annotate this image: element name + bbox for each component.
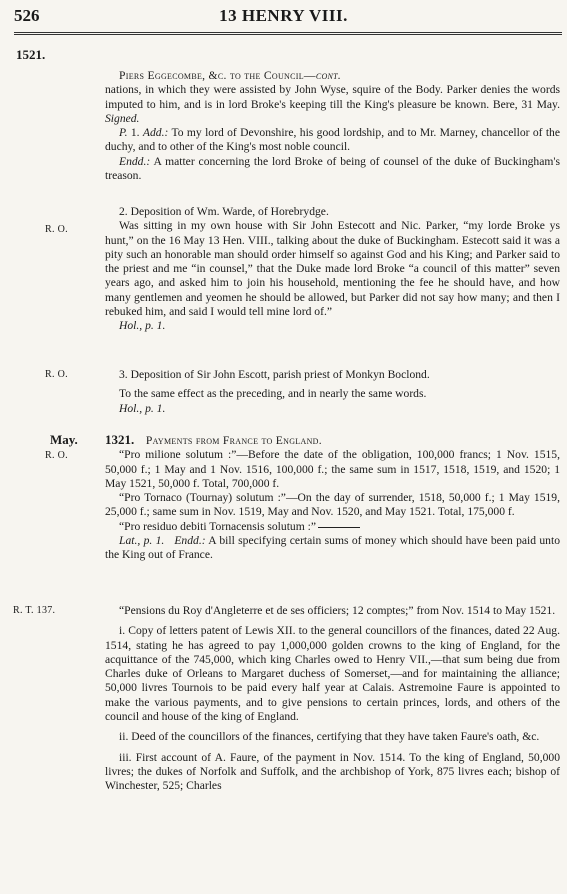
entry-title [105, 69, 560, 83]
payment-quote: “Pro milione solutum :” [119, 448, 237, 462]
running-title: 13 HENRY VIII. [219, 6, 348, 25]
deposition-body: Was sitting in my own house with Sir John Estecott and Nic. Parker, “my lorde Broke ys hunt,” on the 16 May 13 Hen. VIII., talking about the duke of Buckingham. Estecott said it was a pity such an honorable man should order himself so against God and his King; and Parker said to the priest and me “in counsel,” that the Duke made lord Broke “a council of this matter” seven years ago, and asked him to join his household, mentioning the fee he should have, and how many gentlemen and yeomen he should be allowed, but Parker did not say how many; and then I rebuked him, and said I would tell mine lord of.” [105, 219, 560, 319]
endorsement [105, 534, 560, 563]
entry-number: 1321. [105, 432, 135, 447]
lat-note: Lat., p. 1. [119, 534, 165, 548]
entry-title: Payments from France to England. [145, 434, 322, 447]
deposition-heading: 3. Deposition of Sir John Escott, parish priest of Monkyn Boclond. [119, 368, 430, 381]
hol-note: Hol., p. 1. [119, 319, 166, 333]
side-year: 1521. [16, 47, 46, 62]
entry-escott-deposition [105, 368, 560, 416]
item-i: i. Copy of letters patent of Lewis XII. to the general councillors of the finances, dated 22 Aug. 1514, stating he has agreed to pay 1,000,000 golden crowns to the king of England, for the acquittance of the 745,000, which king Charles owed to Henry VII.,—that sum being due from Charles duke of Orleans to Margaret duchess of Somerset,—and for maintaining the alliance; 50,000 livres Tournois to be paid every half year at Calais. Astremoine Faure is appointed to make the various payments, and to give pensions to certain princes, lords, and others of the council and house of the king of England. [105, 624, 560, 724]
payment-quote: “Pro residuo debiti Tornacensis solutum :” [119, 519, 317, 533]
header-rule [14, 32, 562, 33]
endorsement [105, 155, 560, 184]
p-label: P. [119, 126, 128, 140]
payment-text: —On the day of surrender, 1518, 50,000 f.; 1 May 1519, 25,000 f.; same sum in Nov. 1519, May and Nov. 1520, and May 1521. Total, 175,000 f. [105, 491, 560, 519]
payment-quote: “Pro Tornaco (Tournay) solutum :” [119, 491, 286, 505]
entry-title-cont: cont. [315, 69, 342, 82]
page-number: 526 [14, 6, 40, 25]
side-month: May. [50, 432, 78, 447]
header-rule-double [14, 34, 562, 35]
deposition-body: To the same effect as the preceding, and in nearly the same words. [119, 387, 427, 401]
margin-ref-ro: R. O. [45, 450, 68, 461]
entry-pensions [105, 604, 560, 794]
entry-warde-deposition [105, 205, 560, 334]
margin-ref-rt: R. T. 137. [13, 605, 56, 616]
item-ii: ii. Deed of the councillors of the finances, certifying that they have taken Faure's oath, &c. [119, 730, 540, 744]
margin-ref-ro: R. O. [45, 224, 68, 235]
item-iii: iii. First account of A. Faure, of the payment in Nov. 1514. To the king of England, 50,000 livres; the dukes of Norfolk and Suffolk, and the archbishop of York, 875 livres each; bishop of Winchester, 525; Charles [105, 750, 560, 793]
blank-line [318, 527, 360, 528]
entry-title-name: Piers Eggecombe [119, 69, 203, 82]
payment-paragraph [105, 520, 560, 534]
add-label: Add.: [142, 126, 169, 140]
entry-body-text: nations, in which they were assisted by John Wyse, squire of the Body. Parker denies the words imputed to him, and is in lord Broke's keeping till the King's pleasure be known. Bere, 31 May. [105, 83, 560, 111]
entry-body [105, 83, 560, 126]
entry-eggecombe [105, 69, 560, 183]
endd-label: Endd.: [174, 534, 206, 548]
running-header [0, 5, 567, 27]
endd-text: A matter concerning the lord Broke of being of counsel of the duke of Buckingham's treason. [105, 154, 560, 183]
add-note [105, 126, 560, 155]
margin-ref-ro: R. O. [45, 369, 68, 380]
pensions-heading: “Pensions du Roy d'Angleterre et de ses officiers; 12 comptes;” from Nov. 1514 to May 1521. [119, 604, 556, 617]
payment-paragraph [105, 448, 560, 491]
payment-paragraph [105, 491, 560, 520]
entry-title-rest: , &c. to the Council— [202, 69, 316, 82]
deposition-heading: 2. Deposition of Wm. Warde, of Horebrydge. [119, 205, 329, 218]
hol-note: Hol., p. 1. [119, 401, 166, 415]
endd-text: A bill specifying certain sums of money which should have been paid unto the King out of France. [105, 534, 560, 562]
endd-label: Endd.: [119, 154, 151, 168]
payment-text: —Before the date of the obligation, 100,000 francs; 1 Nov. 1515, 50,000 f.; 1 May and 1 Nov. 1516, 100,000 f.; the same sum in 1517, 1518, 1519, and 1520; 1 May 1521, 50,000 f. Total, 700,000 f. [105, 448, 561, 490]
entry-payments-france [105, 433, 560, 563]
entry-heading [105, 433, 560, 448]
signed-note: Signed. [105, 111, 140, 125]
p-number: 1. [130, 126, 140, 140]
add-text: To my lord of Devonshire, his good lordship, and to Mr. Marney, chancellor of the duchy, and to other of the King's most noble council. [105, 126, 560, 154]
